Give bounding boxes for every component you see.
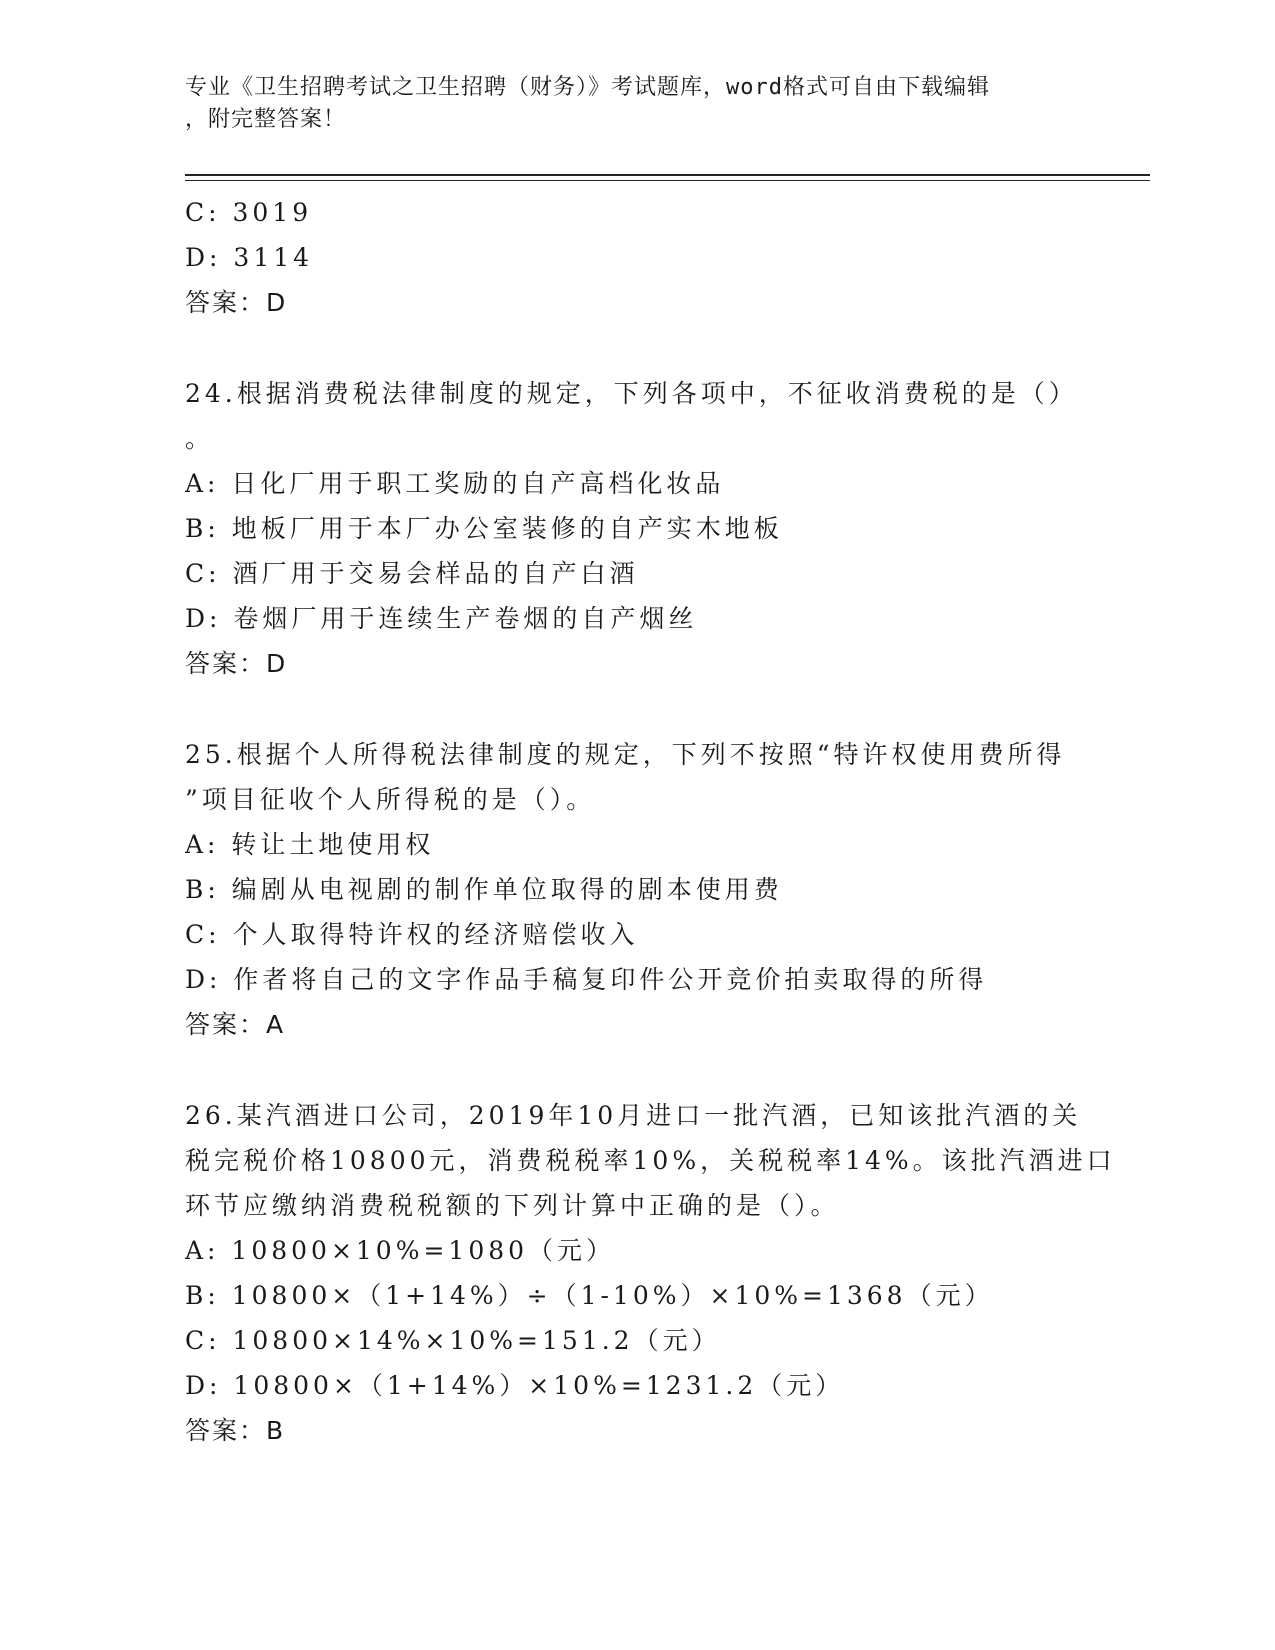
option-a: A: 10800×10%=1080（元） (185, 1236, 616, 1265)
question-24 (185, 371, 1085, 686)
option-c: C: 10800×14%×10%=151.2（元） (185, 1326, 721, 1355)
answer: 答案：A (185, 1010, 286, 1039)
option-c: C: 酒厂用于交易会样品的自产白酒 (185, 559, 639, 588)
question-26 (185, 1093, 1116, 1453)
option-d: D: 作者将自己的文字作品手稿复印件公开竞价拍卖取得的所得 (185, 965, 988, 994)
option-c: C: 3019 (185, 198, 313, 227)
option-b: B: 地板厂用于本厂办公室装修的自产实木地板 (185, 514, 783, 543)
option-b: B: 10800×（1+14%）÷（1-10%）×10%=1368（元） (185, 1281, 994, 1310)
question-stem: 环节应缴纳消费税税额的下列计算中正确的是（）。 (185, 1191, 840, 1220)
option-d: D: 10800×（1+14%）×10%=1231.2（元） (185, 1371, 845, 1400)
question-content (185, 190, 1116, 1453)
question-stem: ”项目征收个人所得税的是（）。 (185, 785, 596, 814)
document-header (185, 72, 1085, 136)
question-stem: 。 (185, 424, 215, 453)
option-d: D: 卷烟厂用于连续生产卷烟的自产烟丝 (185, 604, 698, 633)
header-line-1: 专业《卫生招聘考试之卫生招聘（财务）》考试题库，word格式可自由下载编辑 (185, 75, 990, 100)
option-d: D: 3114 (185, 243, 314, 272)
header-line-2: ，附完整答案！ (185, 107, 347, 132)
question-stem: 26.某汽酒进口公司，2019年10月进口一批汽酒，已知该批汽酒的关 (185, 1101, 1082, 1130)
option-b: B: 编剧从电视剧的制作单位取得的剧本使用费 (185, 875, 783, 904)
header-divider (185, 174, 1150, 176)
option-c: C: 个人取得特许权的经济赔偿收入 (185, 920, 639, 949)
answer: 答案：D (185, 649, 288, 678)
option-a: A: 转让土地使用权 (185, 830, 435, 859)
option-a: A: 日化厂用于职工奖励的自产高档化妆品 (185, 469, 725, 498)
answer: 答案：B (185, 1416, 286, 1445)
question-stem: 25.根据个人所得税法律制度的规定，下列不按照“特许权使用费所得 (185, 740, 1066, 769)
header-divider-thin (185, 180, 1150, 181)
question-stem: 24.根据消费税法律制度的规定，下列各项中，不征收消费税的是（） (185, 379, 1078, 408)
question-stem: 税完税价格10800元，消费税税率10%，关税税率14%。该批汽酒进口 (185, 1146, 1116, 1175)
answer: 答案：D (185, 288, 288, 317)
question-25 (185, 732, 1085, 1047)
